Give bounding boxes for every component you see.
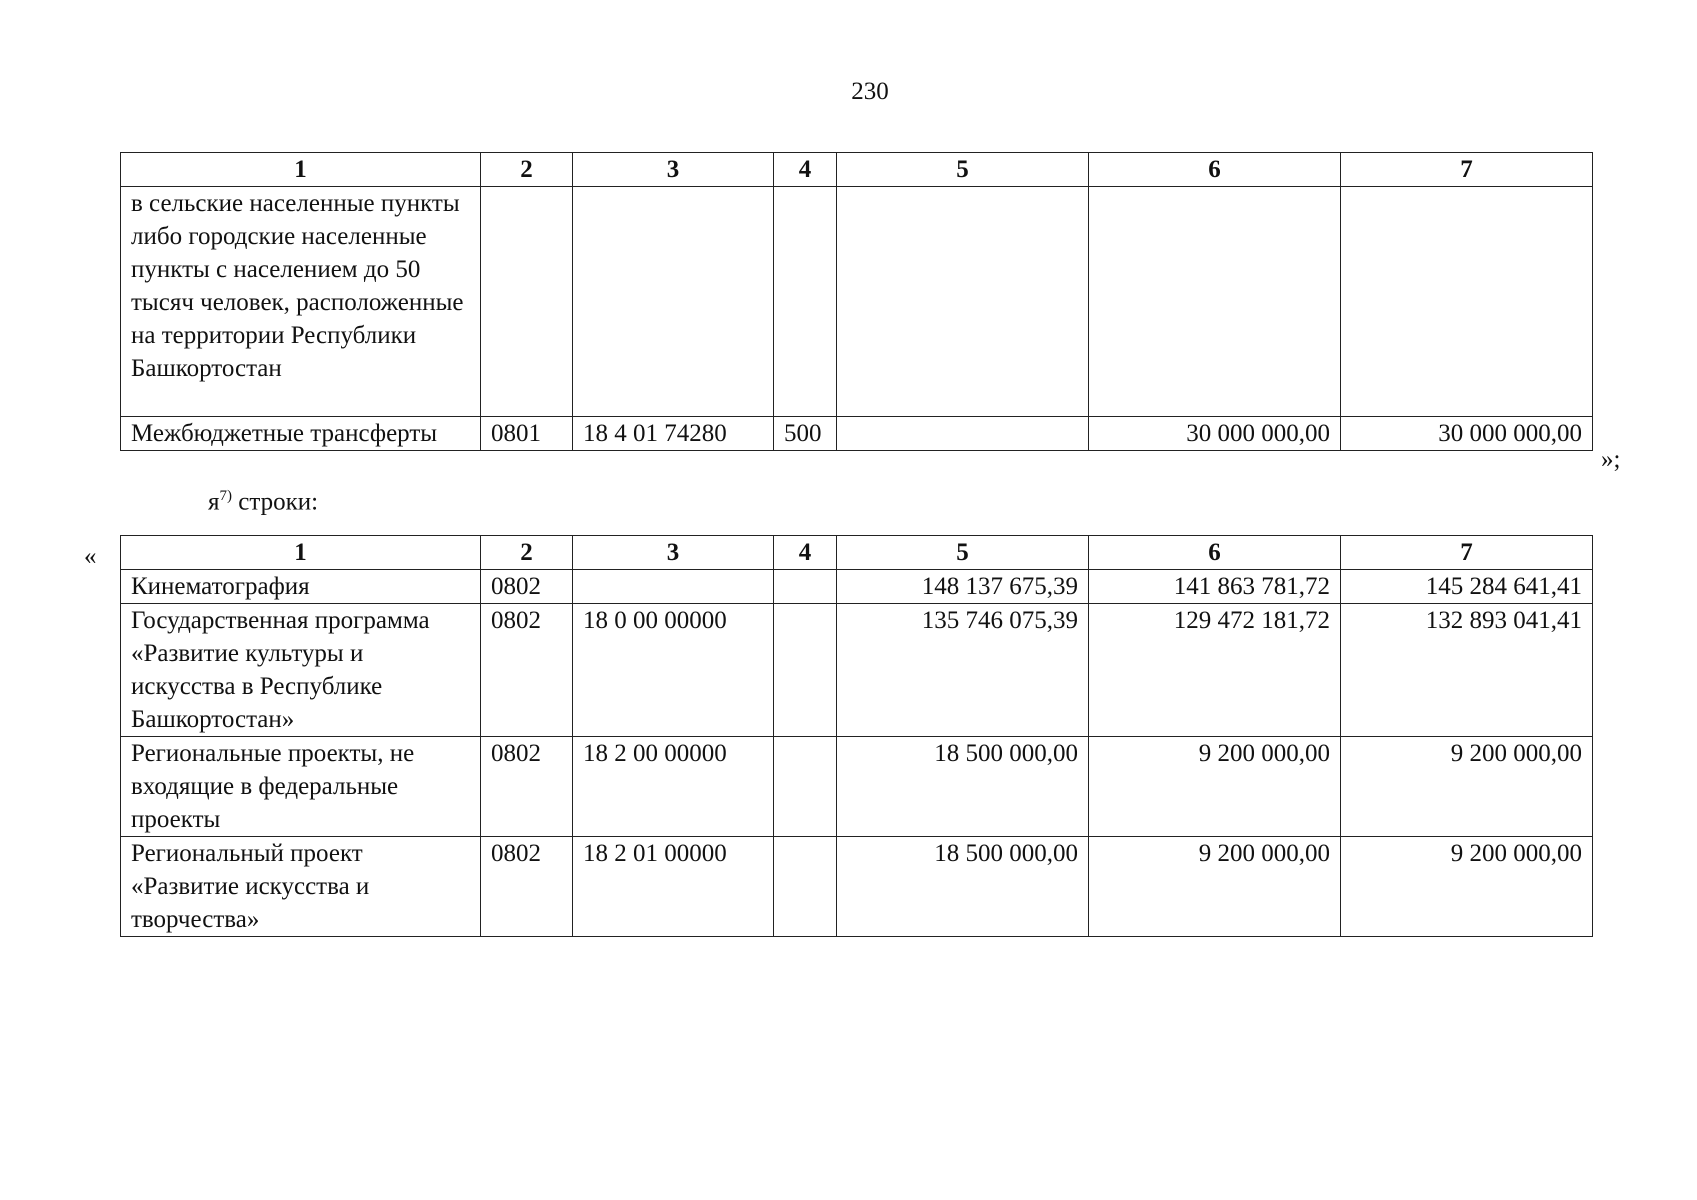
budget-table-new-rows (120, 535, 1593, 937)
row-vr (774, 570, 837, 604)
row-ksr (573, 570, 774, 604)
row-value-6: 129 472 181,72 (1089, 604, 1341, 737)
table-row (121, 187, 1593, 417)
column-header: 6 (1089, 536, 1341, 570)
column-header: 3 (573, 153, 774, 187)
subitem-label: я (208, 488, 220, 516)
table-row (121, 417, 1593, 451)
column-header: 7 (1341, 153, 1593, 187)
table-header-row (121, 153, 1593, 187)
closing-quote-mark: »; (1601, 446, 1621, 473)
table-row (121, 837, 1593, 937)
row-section: 0801 (481, 417, 573, 451)
page-number: 230 (851, 78, 889, 105)
row-vr: 500 (774, 417, 837, 451)
table-row (121, 604, 1593, 737)
row-ksr: 18 0 00 00000 (573, 604, 774, 737)
row-vr (774, 604, 837, 737)
budget-table-continuation (120, 152, 1593, 451)
row-value-5 (837, 417, 1089, 451)
row-section: 0802 (481, 737, 573, 837)
column-header: 6 (1089, 153, 1341, 187)
row-name: Государственная программа «Развитие культуры и искусства в Республике Башкортостан» (121, 604, 481, 737)
row-name: Региональные проекты, не входящие в федеральные проекты (121, 737, 481, 837)
row-value-5: 18 500 000,00 (837, 737, 1089, 837)
subitem-heading (208, 488, 318, 516)
row-value-7: 145 284 641,41 (1341, 570, 1593, 604)
row-value-6: 9 200 000,00 (1089, 837, 1341, 937)
column-header: 7 (1341, 536, 1593, 570)
row-ksr: 18 2 01 00000 (573, 837, 774, 937)
row-value-7 (1341, 187, 1593, 417)
row-value-7: 9 200 000,00 (1341, 837, 1593, 937)
row-section (481, 187, 573, 417)
row-name: Межбюджетные трансферты (121, 417, 481, 451)
row-name: Кинематография (121, 570, 481, 604)
column-header: 5 (837, 536, 1089, 570)
column-header: 2 (481, 536, 573, 570)
row-value-5: 148 137 675,39 (837, 570, 1089, 604)
row-value-6 (1089, 187, 1341, 417)
row-ksr: 18 4 01 74280 (573, 417, 774, 451)
row-vr (774, 187, 837, 417)
row-value-6: 141 863 781,72 (1089, 570, 1341, 604)
row-value-7: 30 000 000,00 (1341, 417, 1593, 451)
row-ksr: 18 2 00 00000 (573, 737, 774, 837)
row-section: 0802 (481, 837, 573, 937)
table-header-row (121, 536, 1593, 570)
table-row (121, 570, 1593, 604)
row-name: Региональный проект «Развитие искусства и творчества» (121, 837, 481, 937)
column-header: 1 (121, 153, 481, 187)
row-value-7: 132 893 041,41 (1341, 604, 1593, 737)
column-header: 1 (121, 536, 481, 570)
column-header: 5 (837, 153, 1089, 187)
subitem-number: 7) (219, 488, 232, 504)
table-row (121, 737, 1593, 837)
row-section: 0802 (481, 604, 573, 737)
column-header: 3 (573, 536, 774, 570)
row-value-5: 18 500 000,00 (837, 837, 1089, 937)
row-section: 0802 (481, 570, 573, 604)
subitem-text: строки: (232, 488, 319, 516)
opening-quote-mark: « (84, 543, 97, 570)
row-value-6: 9 200 000,00 (1089, 737, 1341, 837)
row-name: в сельские населенные пункты либо городские населенные пункты с населением до 50 тысяч человек, расположенные на территории Республики Башкортостан (121, 187, 481, 417)
row-ksr (573, 187, 774, 417)
column-header: 4 (774, 536, 837, 570)
row-value-7: 9 200 000,00 (1341, 737, 1593, 837)
row-value-6: 30 000 000,00 (1089, 417, 1341, 451)
row-vr (774, 837, 837, 937)
column-header: 4 (774, 153, 837, 187)
row-vr (774, 737, 837, 837)
column-header: 2 (481, 153, 573, 187)
row-value-5 (837, 187, 1089, 417)
row-value-5: 135 746 075,39 (837, 604, 1089, 737)
